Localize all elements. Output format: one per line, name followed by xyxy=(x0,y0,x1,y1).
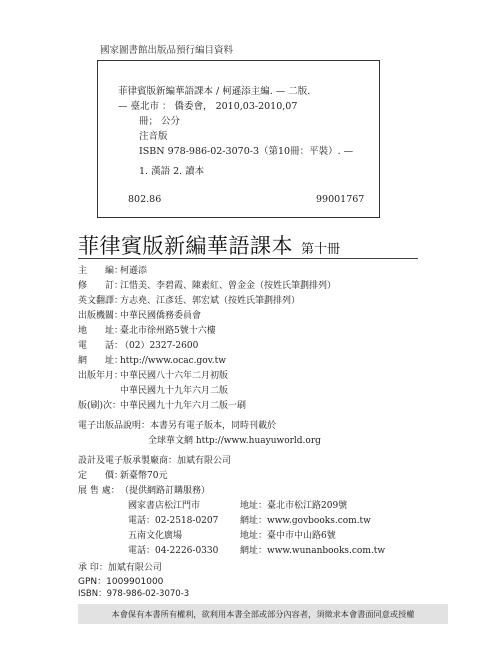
credit-label: 主 編： xyxy=(78,266,124,276)
isbn-row xyxy=(78,589,189,600)
title-divider xyxy=(78,258,418,259)
credit-label: 出版機關： xyxy=(78,311,124,321)
store-addr-1: 地址：臺北市松江路209號 xyxy=(240,501,348,511)
isbn-value: 978-986-02-3070-3 xyxy=(106,589,190,599)
printer-value: 加斌有限公司 xyxy=(107,563,162,573)
price-value: 新臺幣70元 xyxy=(120,471,168,481)
credit-value: 中華民國八十六年二月初版 xyxy=(120,371,229,381)
price-row xyxy=(78,471,167,482)
gpn-label: GPN： xyxy=(78,577,107,587)
book-volume: 第十冊 xyxy=(301,242,341,257)
credit-row-phone xyxy=(78,341,198,352)
credit-value: 臺北市徐州路5號十六樓 xyxy=(120,326,216,336)
credit-label: 版(刷)次： xyxy=(78,401,122,411)
credit-value: 柯遜添 xyxy=(120,266,148,276)
store-name-1: 國家書店松江門市 xyxy=(128,501,201,511)
copyright-notice: 本會保有本書所有權利，欲利用本書全部或部分內容者，須徵求本會書面同意或授權 xyxy=(78,604,448,624)
sales-value: （提供網路訂購服務） xyxy=(120,486,211,496)
credit-value: 中華民國僑務委員會 xyxy=(120,311,202,321)
credit-row-revisers xyxy=(78,281,336,292)
printer-label: 承 印： xyxy=(78,563,108,573)
cip-line-publisher: — 臺北市 ： 僑委會， 2010,03-2010,07 xyxy=(118,101,298,112)
cip-line-subjects: 1. 漢語 2. 讀本 xyxy=(139,166,205,177)
credit-value: （02）2327-2600 xyxy=(120,341,199,351)
printer-row xyxy=(78,563,162,574)
credit-label: 英文翻譯： xyxy=(78,296,124,306)
ebook-info xyxy=(78,421,276,432)
ebook-line-2: 全球華文網 http://www.huayuworld.org xyxy=(148,436,321,446)
credit-row-pubdate xyxy=(78,371,228,382)
credit-label: 網 址： xyxy=(78,356,124,366)
sales-row xyxy=(78,486,210,497)
credit-value: 中華民國九十九年六月二版 xyxy=(120,386,229,396)
design-vendor xyxy=(78,456,231,467)
isbn-label: ISBN： xyxy=(78,589,107,599)
credit-row-pubdate-2 xyxy=(78,386,228,397)
store-addr-2: 地址：臺中市中山路6號 xyxy=(240,531,336,541)
cip-heading: 國家圖書館出版品預行編目資料 xyxy=(100,45,234,56)
credit-row-website xyxy=(78,356,226,367)
gpn-row xyxy=(78,577,163,588)
store-phone-1: 電話：02-2518-0207 xyxy=(128,516,219,526)
credit-row-printing xyxy=(78,401,246,412)
credit-value: http://www.ocac.gov.tw xyxy=(120,356,226,366)
credit-value: 江惜美、李碧霞、陳素紅、曾金金（按姓氏筆劃排列） xyxy=(120,281,337,291)
design-value: 加斌有限公司 xyxy=(177,456,232,466)
gpn-value: 1009901000 xyxy=(106,577,164,587)
design-label: 設計及電子版承製廠商： xyxy=(78,456,178,466)
ebook-label: 電子出版品說明： xyxy=(78,421,151,431)
book-title-text: 菲律賓版新編華語課本 xyxy=(78,234,293,258)
credit-row-address xyxy=(78,326,216,337)
credit-label: 地 址： xyxy=(78,326,124,336)
credit-row-publisher xyxy=(78,311,201,322)
credit-label: 電 話： xyxy=(78,341,124,351)
cip-record-number: 99001767 xyxy=(316,194,365,205)
price-label: 定 價： xyxy=(78,471,124,481)
cip-line-volumes: 冊； 公分 xyxy=(139,116,181,127)
cip-record-box xyxy=(97,60,380,218)
store-url-2: 網址：www.wunanbooks.com.tw xyxy=(240,546,386,556)
sales-label: 展 售 處： xyxy=(78,486,120,496)
cip-line-isbn: ISBN 978-986-02-3070-3（第10冊：平裝）. — xyxy=(139,146,354,157)
ebook-line-1: 本書另有電子版本，同時刊載於 xyxy=(150,421,277,431)
store-phone-2: 電話：04-2226-0330 xyxy=(128,546,219,556)
cip-class-number: 802.86 xyxy=(128,194,162,205)
book-title xyxy=(78,230,340,260)
credit-label: 出版年月： xyxy=(78,371,124,381)
credit-row-translators xyxy=(78,296,300,307)
cip-line-edition: 注音版 xyxy=(139,131,168,142)
store-name-2: 五南文化廣場 xyxy=(128,531,183,541)
credit-value: 中華民國九十九年六月二版一刷 xyxy=(120,401,247,411)
credit-row-editor xyxy=(78,266,147,277)
credit-label: 修 訂： xyxy=(78,281,124,291)
cip-line-title: 菲律賓版新編華語課本 / 柯遜添主編. — 二版. xyxy=(118,86,311,97)
credit-value: 方志堯、江彥廷、郭宏斌（按姓氏筆劃排列） xyxy=(120,296,301,306)
store-url-1: 網址：www.govbooks.com.tw xyxy=(240,516,371,526)
